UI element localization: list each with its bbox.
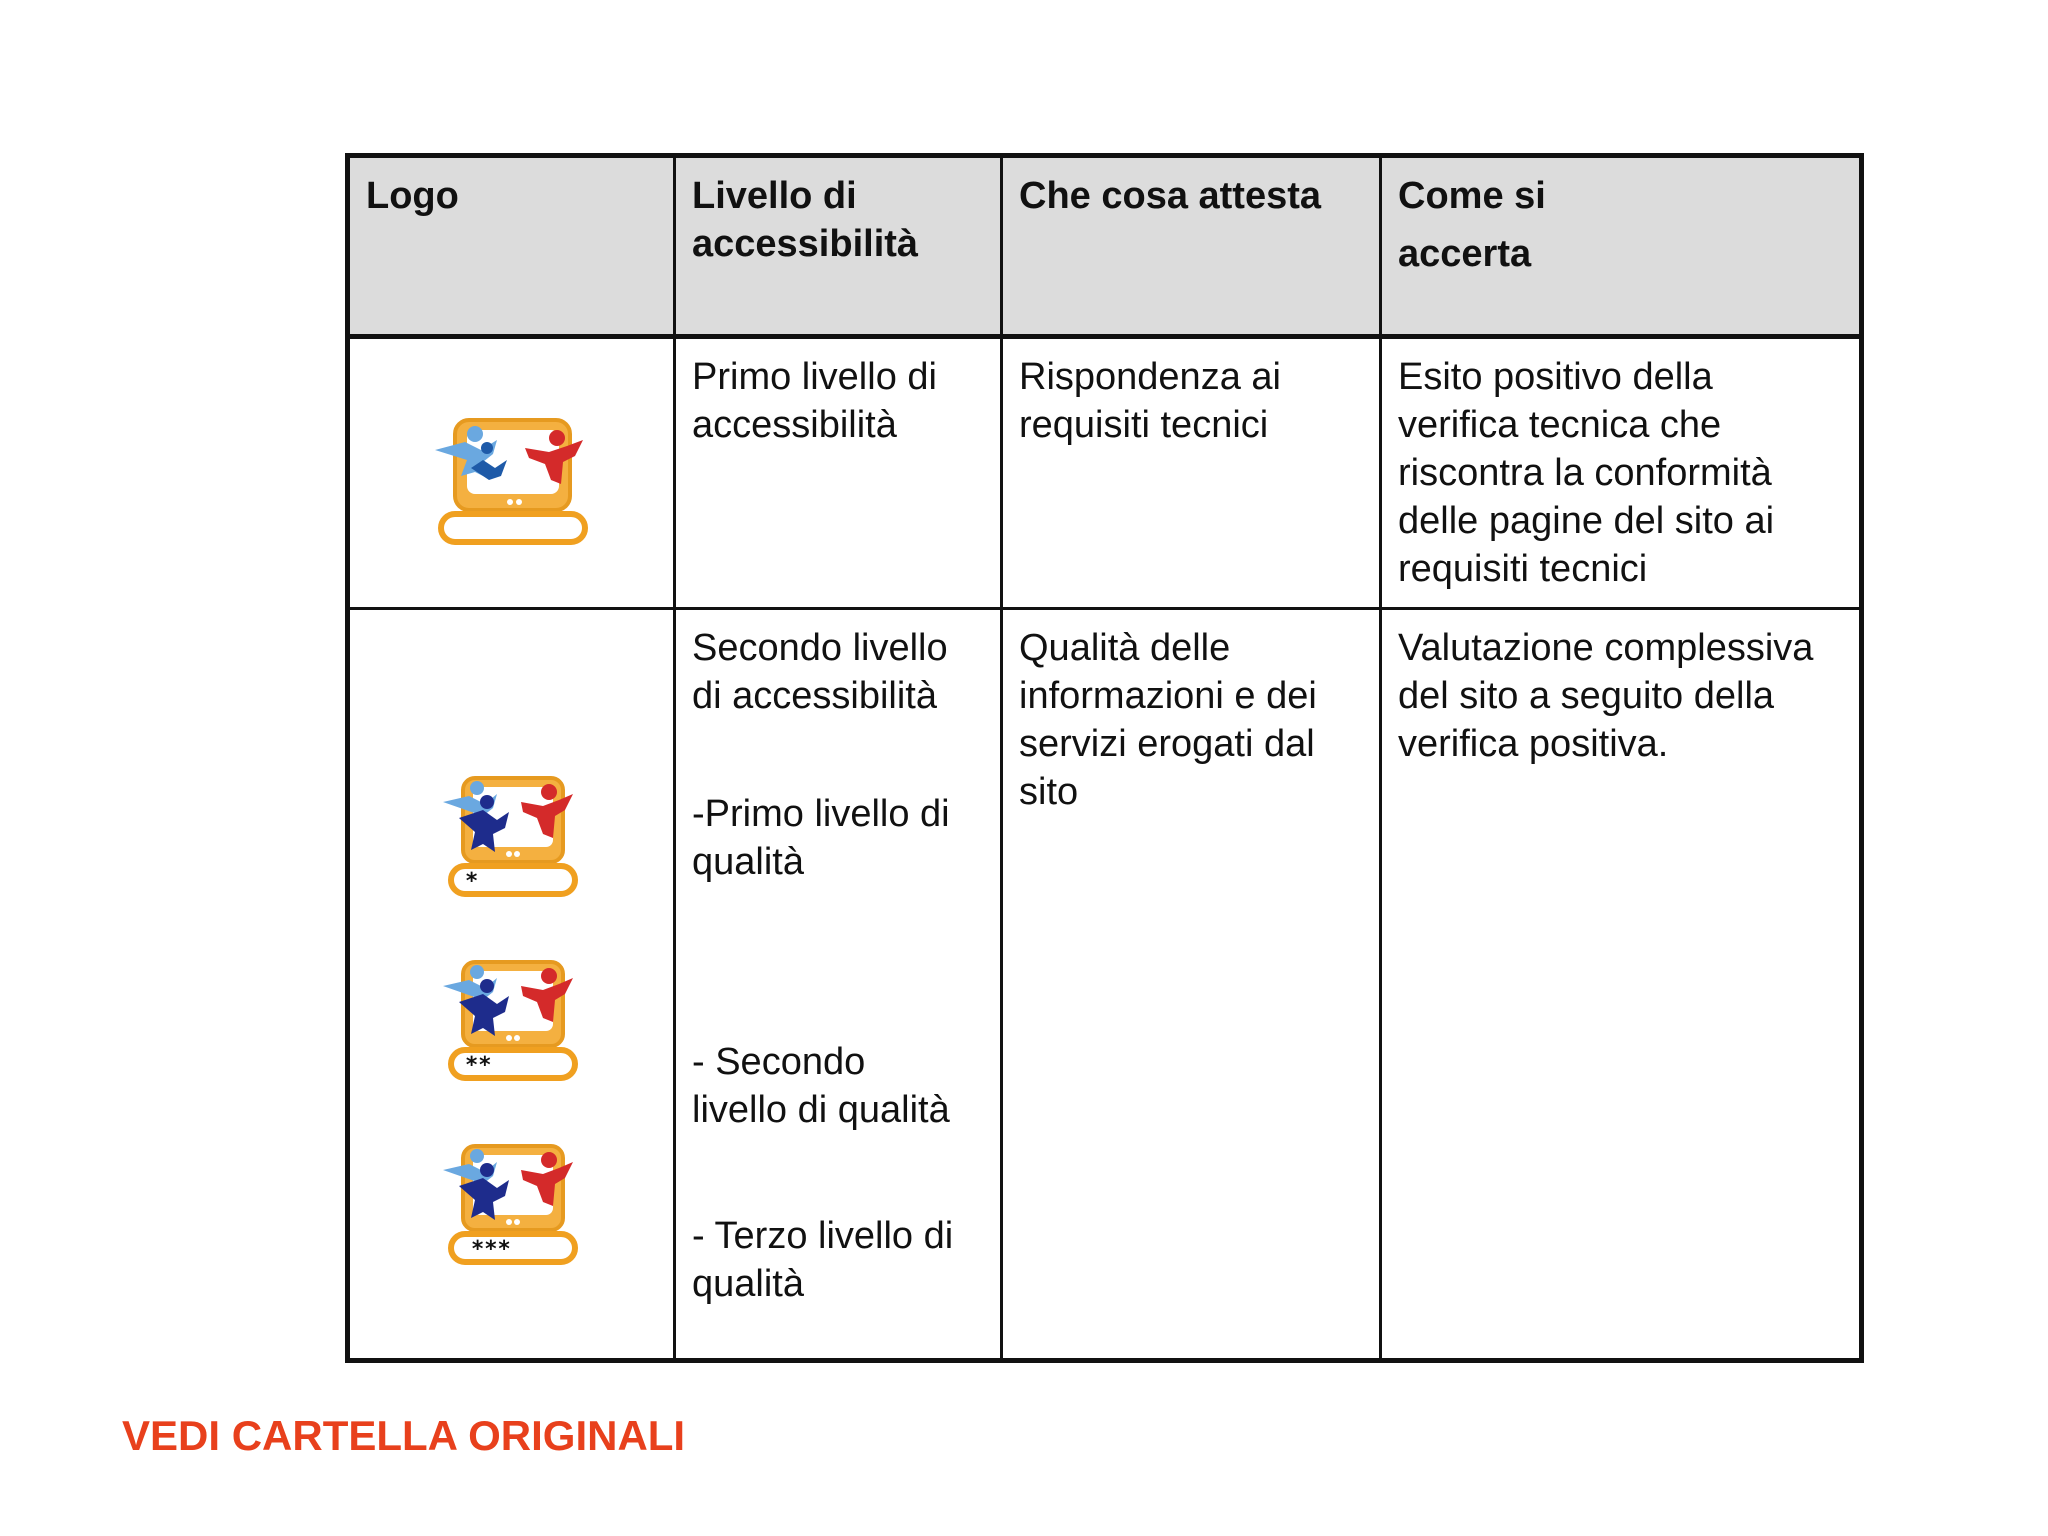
row-2-check-line-2: del sito a seguito della [1398,675,1775,717]
table-header-row [348,156,1862,337]
row-1-check-line-5: requisiti tecnici [1398,548,1648,590]
row-2-check-cell [1381,609,1862,1361]
header-logo [348,156,675,337]
header-level-line-1: Livello di [692,175,857,217]
row-2-level-intro-line-1: Secondo livello [692,627,948,669]
row-2-level-item-3-line-1: - Terzo livello di [692,1215,954,1257]
row-1-check-line-1: Esito positivo della [1398,356,1713,398]
row-1-level-cell [675,337,1002,609]
row-1-check-line-4: delle pagine del sito ai [1398,500,1775,542]
row-2-level-item-2-line-2: livello di qualità [692,1089,950,1131]
header-level [675,156,1002,337]
header-attest-label: Che cosa attesta [1019,175,1322,217]
header-check-line-2: accerta [1398,233,1532,275]
row-1-logo-cell [348,337,675,609]
row-2-attest-line-2: informazioni e dei [1019,675,1317,717]
row-2-level-cell [675,609,1002,1361]
header-attest [1002,156,1381,337]
header-check-line-1: Come si [1398,175,1546,217]
row-2-level-item-2-line-1: - Secondo [692,1041,866,1083]
row-2-level-item-1-line-1: -Primo livello di [692,793,950,835]
accessibility-levels-table [345,153,1864,1363]
row-2-attest-line-4: sito [1019,771,1079,813]
row-1-check-line-2: verifica tecnica che [1398,404,1722,446]
header-check [1381,156,1862,337]
row-2-level-item-1-line-2: qualità [692,841,804,883]
footer-note: VEDI CARTELLA ORIGINALI [122,1412,686,1459]
row-1-attest-cell [1002,337,1381,609]
row-1-level-line-2: accessibilità [692,404,897,446]
row-2-attest-line-3: servizi erogati dal [1019,723,1315,765]
accessibility-logo-3star-icon [437,1140,587,1270]
stars-1: * [464,869,478,894]
row-2-check-line-3: verifica positiva. [1398,723,1669,765]
row-1-check-line-3: riscontra la conformità [1398,452,1772,494]
row-1-attest-line-1: Rispondenza ai [1019,356,1281,398]
accessibility-logo-icon [427,410,597,550]
accessibility-logo-2star-icon [437,956,587,1086]
accessibility-logo-1star-icon [437,772,587,902]
table-row [348,609,1862,1361]
header-level-line-2: accessibilità [692,223,919,265]
row-1-level-line-1: Primo livello di [692,356,937,398]
table-row [348,337,1862,609]
header-logo-label: Logo [366,175,459,217]
row-2-check-line-1: Valutazione complessiva [1398,627,1814,669]
stars-3: *** [470,1237,511,1262]
row-2-attest-cell [1002,609,1381,1361]
row-2-logo-cell [348,609,675,1361]
row-2-attest-line-1: Qualità delle [1019,627,1231,669]
row-1-check-cell [1381,337,1862,609]
row-1-attest-line-2: requisiti tecnici [1019,404,1269,446]
row-2-level-item-3-line-2: qualità [692,1263,804,1305]
row-2-level-intro-line-2: di accessibilità [692,675,937,717]
stars-2: ** [464,1053,491,1078]
